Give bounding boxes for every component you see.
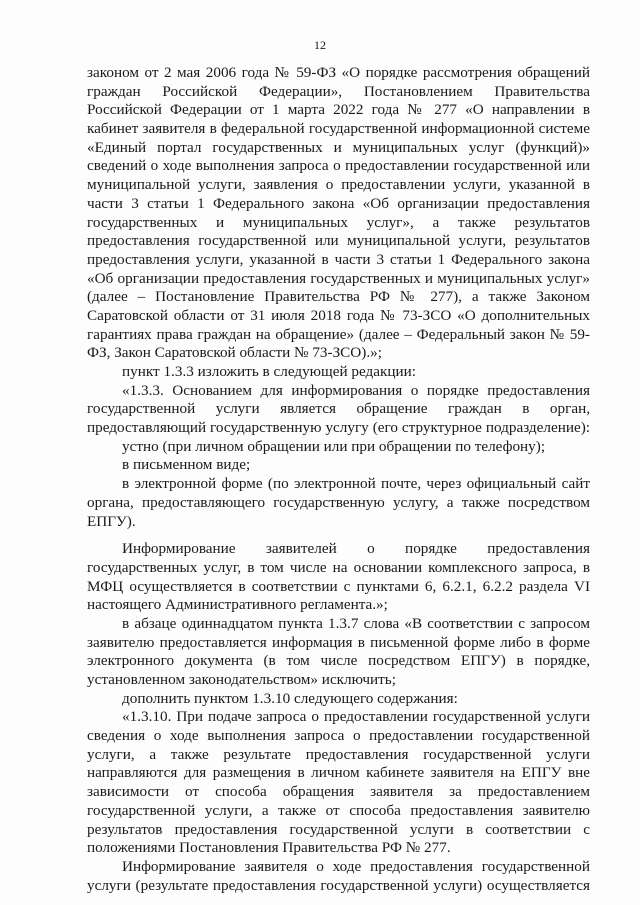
text-line: в письменном виде; [122, 456, 251, 474]
text-line: предоставления услуги, указанной в части 3 статьи 1 Федерального закона [87, 250, 590, 268]
text-line: государственных и муниципальных услуг», а также результатов [87, 213, 590, 231]
text-line: Саратовской области от 31 июля 2018 года № 73-ЗСО «О дополнительных [87, 306, 590, 324]
text-line: пункт 1.3.3 изложить в следующей редакции: [122, 363, 416, 380]
text-line: «Об организации предоставления государственных и муниципальных услуг» [87, 269, 590, 287]
text-line: результатов предоставления государственной услуги в соответствии с [87, 820, 590, 838]
page-number: 12 [314, 38, 326, 52]
text-line: «1.3.3. Основанием для информирования о порядке предоставления [122, 381, 590, 399]
text-line: электронного документа (в том числе посредством ЕПГУ) в порядке, [87, 652, 590, 670]
text-line: зависимости от способа обращения заявителя за предоставлением [87, 783, 590, 801]
text-line: ФЗ, Закон Саратовской области № 73-ЗСО).»; [87, 344, 382, 362]
text-line: законом от 2 мая 2006 года № 59-ФЗ «О порядке рассмотрения обращений [87, 64, 590, 81]
text-line: государственной услуги является обращение граждан в орган, [87, 400, 590, 418]
text-line: МФЦ осуществляется в соответствии с пунктами 6, 6.2.1, 6.2.2 раздела VI [87, 577, 590, 595]
document-body [87, 64, 590, 895]
text-line: кабинет заявителя в федеральной государственной информационной системе [87, 120, 590, 138]
text-line: сведения о ходе выполнения запроса о предоставлении государственной [87, 727, 590, 745]
text-line: установленном законодательством» исключить; [87, 671, 396, 688]
text-line: в абзаце одиннадцатом пункта 1.3.7 слова «В соответствии с запросом [122, 614, 590, 632]
text-line: предоставляющий государственную услугу (его структурное подразделение): [87, 419, 590, 437]
text-line: настоящего Административного регламента.»; [87, 596, 388, 614]
text-line: услуги, а также результате предоставления государственной услуги [87, 745, 590, 763]
text-line: муниципальной услуги, заявления о предоставлении услуги, указанной в [87, 176, 590, 194]
text-line: предоставления государственной или муниципальной услуги, результатов [87, 232, 590, 250]
text-line: Информирование заявителей о порядке предоставления [122, 540, 590, 558]
text-line: гарантиях права граждан на обращение» (далее – Федеральный закон № 59- [87, 325, 590, 343]
text-line: части 3 статьи 1 Федерального закона «Об организации предоставления [87, 194, 590, 212]
text-line: органа, предоставляющего государственную услугу, а также посредством [87, 493, 590, 511]
text-line: «Единый портал государственных и муниципальных услуг (функций)» [87, 138, 590, 156]
text-line: дополнить пунктом 1.3.10 следующего содержания: [122, 689, 458, 707]
text-line: в электронной форме (по электронной почте, через официальный сайт [122, 475, 590, 493]
text-line: государственной услуги, а также от способа предоставления заявителю [87, 801, 590, 819]
text-line: «1.3.10. При подаче запроса о предоставлении государственной услуги [122, 708, 590, 726]
text-line: устно (при личном обращении или при обращении по телефону); [122, 437, 546, 455]
text-line: государственных услуг, в том числе на основании комплексного запроса, в [87, 558, 590, 576]
paragraph-gap [87, 531, 590, 540]
text-line: положениями Постановления Правительства РФ № 277. [87, 839, 451, 857]
text-line: ЕПГУ). [87, 512, 136, 530]
text-line: направляются для размещения в личном кабинете заявителя на ЕПГУ вне [87, 764, 590, 782]
text-line: Российской Федерации от 1 марта 2022 года № 277 «О направлении в [87, 101, 590, 119]
text-line: сведений о ходе выполнения запроса о предоставлении государственной или [87, 157, 590, 175]
text-line: заявителю предоставляется информация в письменной форме либо в форме [87, 633, 590, 651]
text-line: услуги (результате предоставления государственной услуги) осуществляется [87, 876, 590, 894]
text-line: (далее – Постановление Правительства РФ № 277), а также Законом [87, 288, 590, 306]
text-line: граждан Российской Федерации», Постановлением Правительства [87, 82, 590, 100]
text-line: Информирование заявителя о ходе предоставления государственной [122, 857, 590, 875]
